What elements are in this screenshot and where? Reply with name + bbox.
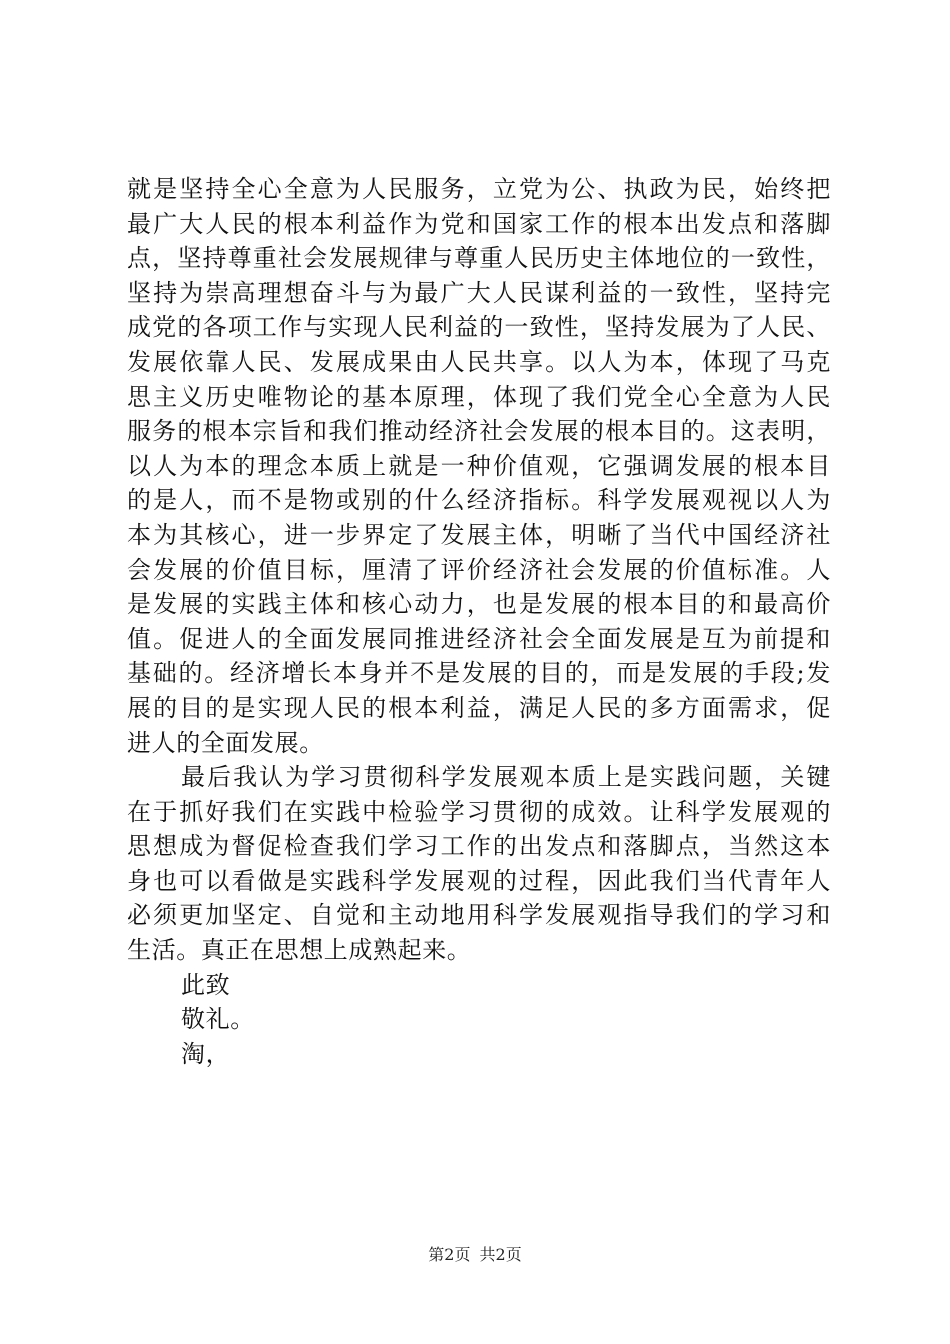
paragraph-1-line: 的是人，而不是物或别的什么经济指标。科学发展观视以人为	[127, 486, 831, 515]
paragraph-2-line: 身也可以看做是实践科学发展观的过程，因此我们当代青年人	[127, 866, 831, 895]
paragraph-1-line: 就是坚持全心全意为人民服务，立党为公、执政为民，始终把	[127, 175, 831, 203]
closing-salutation: 此致	[181, 970, 231, 999]
paragraph-1-line: 展的目的是实现人民的根本利益，满足人民的多方面需求，促	[127, 693, 831, 722]
closing-regards: 敬礼。	[181, 1005, 255, 1034]
document-body	[127, 172, 831, 1071]
letter-closing	[127, 968, 831, 1072]
paragraph-2-line: 最后我认为学习贯彻科学发展观本质上是实践问题，关键	[181, 763, 831, 792]
paragraph-1-line: 以人为本的理念本质上就是一种价值观，它强调发展的根本目	[127, 451, 831, 480]
paragraph-1-line: 最广大人民的根本利益作为党和国家工作的根本出发点和落脚	[127, 209, 831, 238]
paragraph-2-line: 在于抓好我们在实践中检验学习贯彻的成效。让科学发展观的	[127, 797, 831, 826]
paragraph-2-line: 必须更加坚定、自觉和主动地用科学发展观指导我们的学习和	[127, 901, 831, 930]
closing-signature: 淘，	[181, 1039, 231, 1068]
paragraph-1-line: 服务的根本宗旨和我们推动经济社会发展的根本目的。这表明，	[127, 417, 831, 446]
paragraph-1-line: 会发展的价值目标，厘清了评价经济社会发展的价值标准。人	[127, 555, 831, 584]
paragraph-2-line: 思想成为督促检查我们学习工作的出发点和落脚点，当然这本	[127, 832, 831, 861]
paragraph-1-line: 点，坚持尊重社会发展规律与尊重人民历史主体地位的一致性，	[127, 244, 831, 273]
paragraph-1-line: 本为其核心，进一步界定了发展主体，明晰了当代中国经济社	[127, 520, 831, 549]
paragraph-1-line: 思主义历史唯物论的基本原理，体现了我们党全心全意为人民	[127, 382, 831, 411]
paragraph-1-line: 发展依靠人民、发展成果由人民共享。以人为本，体现了马克	[127, 347, 831, 376]
paragraph-2	[127, 760, 831, 968]
page-total: 共2页	[479, 1245, 522, 1264]
paragraph-1-line: 坚持为崇高理想奋斗与为最广大人民谋利益的一致性，坚持完	[127, 278, 831, 307]
page-number: 第2页	[428, 1245, 471, 1264]
paragraph-1-line: 进人的全面发展。	[127, 728, 324, 757]
paragraph-1-line: 基础的。经济增长本身并不是发展的目的，而是发展的手段;发	[127, 659, 831, 688]
paragraph-1	[127, 172, 831, 760]
paragraph-2-line: 生活。真正在思想上成熟起来。	[127, 936, 472, 965]
paragraph-1-line: 成党的各项工作与实现人民利益的一致性，坚持发展为了人民、	[127, 313, 831, 342]
paragraph-1-line: 值。促进人的全面发展同推进经济社会全面发展是互为前提和	[127, 624, 831, 653]
paragraph-1-line: 是发展的实践主体和核心动力，也是发展的根本目的和最高价	[127, 590, 831, 619]
page-footer	[0, 1245, 950, 1265]
